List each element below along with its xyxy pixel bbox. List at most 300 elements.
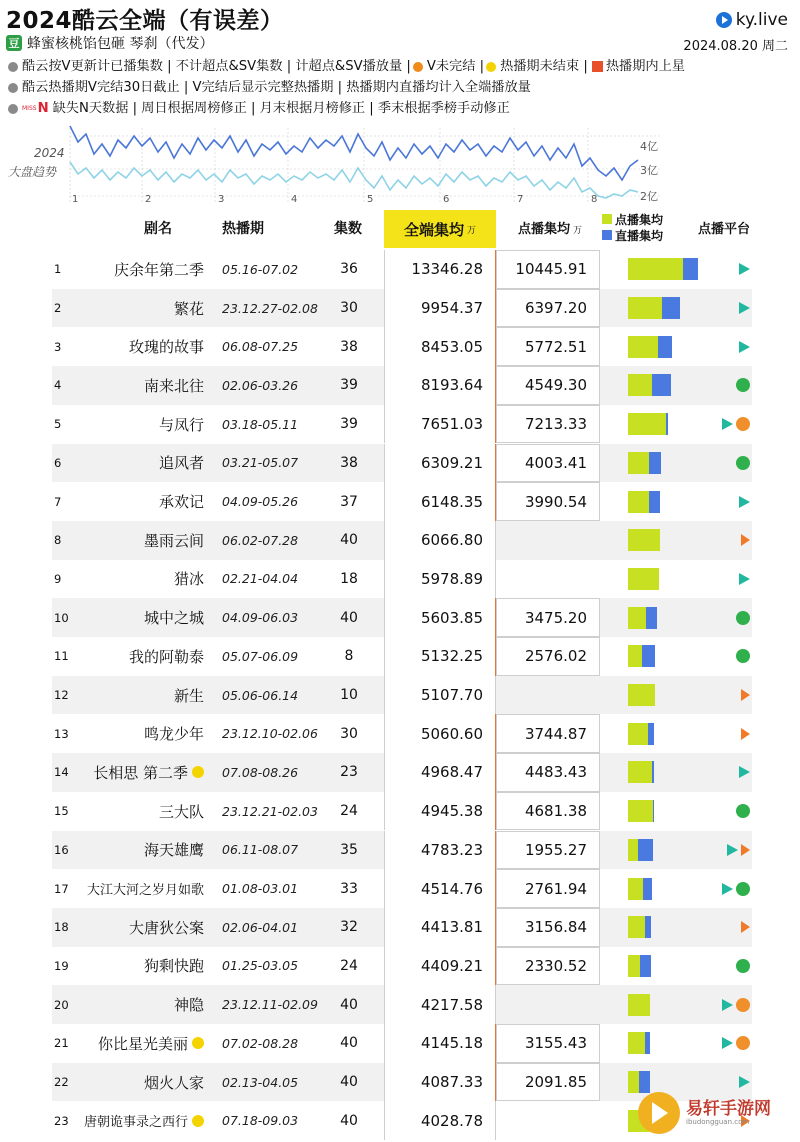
trend-line-vod bbox=[70, 162, 638, 198]
y-tick-label: 2亿 bbox=[640, 190, 658, 203]
airing-period: 01.25-03.05 bbox=[222, 958, 299, 974]
table-row bbox=[52, 831, 752, 870]
month-label: 4 bbox=[291, 194, 298, 205]
platform-icons bbox=[739, 753, 750, 792]
table-row bbox=[52, 482, 752, 521]
share-bar bbox=[628, 792, 654, 831]
live-bar bbox=[652, 761, 655, 783]
iqiyi-icon bbox=[736, 882, 750, 896]
trend-y-labels bbox=[640, 140, 658, 203]
rank: 11 bbox=[54, 649, 69, 664]
vod-bar bbox=[628, 994, 650, 1016]
table-row bbox=[52, 1024, 752, 1063]
note-item: 不计超点&SV集数 bbox=[175, 59, 283, 74]
live-bar bbox=[638, 839, 653, 861]
episode-count: 24 bbox=[340, 803, 358, 820]
total-average: 6148.35 bbox=[384, 482, 496, 521]
episode-count: 33 bbox=[340, 880, 358, 897]
col-header-total: 全端集均 万 bbox=[384, 210, 496, 248]
drama-name: 庆余年第二季 bbox=[113, 260, 204, 279]
table-row bbox=[52, 405, 752, 444]
share-bar bbox=[628, 250, 698, 289]
month-label: 7 bbox=[517, 194, 524, 205]
platform-icons bbox=[736, 366, 750, 405]
vod-average bbox=[496, 676, 600, 715]
live-bar bbox=[662, 297, 681, 319]
drama-name: 海天雄鹰 bbox=[143, 841, 204, 860]
live-bar bbox=[645, 1032, 650, 1054]
rank: 7 bbox=[54, 494, 62, 509]
youku-icon bbox=[741, 689, 750, 701]
table-row bbox=[52, 753, 752, 792]
trend-month-labels bbox=[72, 194, 597, 205]
airing-period: 23.12.27-02.08 bbox=[222, 300, 318, 316]
share-bar bbox=[628, 405, 668, 444]
iqiyi-icon bbox=[736, 456, 750, 470]
total-average: 4145.18 bbox=[384, 1024, 496, 1063]
tencent-video-icon bbox=[739, 341, 750, 353]
tencent-video-icon bbox=[739, 302, 750, 314]
drama-name: 繁花 bbox=[173, 299, 204, 318]
airing-icon bbox=[192, 1115, 204, 1127]
platform-icons bbox=[741, 521, 750, 560]
tencent-video-icon bbox=[722, 418, 733, 430]
trend-label: 大盘趋势 bbox=[8, 165, 57, 179]
table-row bbox=[52, 560, 752, 599]
airing-period: 07.08-08.26 bbox=[222, 764, 299, 780]
live-bar bbox=[642, 645, 655, 667]
vod-average: 2576.02 bbox=[496, 637, 600, 676]
vod-average: 2330.52 bbox=[496, 947, 600, 986]
total-average: 5603.85 bbox=[384, 598, 496, 637]
airing-period: 23.12.21-02.03 bbox=[222, 803, 318, 819]
total-average: 4087.33 bbox=[384, 1063, 496, 1102]
subtitle bbox=[6, 33, 213, 53]
share-bar bbox=[628, 1024, 650, 1063]
drama-name: 大唐狄公案 bbox=[128, 918, 204, 937]
vod-average bbox=[496, 560, 600, 599]
drama-name: 新生 bbox=[173, 686, 204, 705]
share-bar bbox=[628, 947, 651, 986]
note-item: V完结后显示完整热播期 bbox=[192, 80, 334, 95]
episode-count: 39 bbox=[340, 416, 358, 433]
rank: 6 bbox=[54, 455, 62, 470]
vod-bar bbox=[628, 916, 645, 938]
month-label: 8 bbox=[591, 194, 598, 205]
note-line-2: 酷云热播期V完结30日截止 | V完结后显示完整热播期 | 热播期内直播均计入全端播放量 bbox=[6, 77, 796, 98]
airing-period: 05.06-06.14 bbox=[222, 687, 299, 703]
rank: 5 bbox=[54, 417, 62, 432]
author-credit: 蜂蜜核桃馅包砸 琴刹（代发） bbox=[27, 36, 214, 52]
airing-period: 05.16-07.02 bbox=[222, 261, 299, 277]
live-bar bbox=[653, 800, 654, 822]
note-line-1: 酷云按V更新计已播集数 | 不计超点&SV集数 | 计超点&SV播放量 | V未完结 | 热播期未结束 | 热播期内上星 bbox=[6, 56, 796, 77]
share-bar bbox=[628, 908, 651, 947]
live-bar bbox=[640, 955, 651, 977]
drama-name: 与凤行 bbox=[158, 415, 204, 434]
iqiyi-icon bbox=[736, 959, 750, 973]
platform-icons bbox=[736, 792, 750, 831]
vod-bar bbox=[628, 258, 683, 280]
share-bar bbox=[628, 444, 661, 483]
share-bar bbox=[628, 676, 655, 715]
youku-icon bbox=[741, 534, 750, 546]
episode-count: 40 bbox=[340, 1112, 358, 1129]
v-unfinished-icon bbox=[413, 62, 423, 72]
live-bar bbox=[646, 607, 657, 629]
total-average: 7651.03 bbox=[384, 405, 496, 444]
total-average: 5978.89 bbox=[384, 560, 496, 599]
live-bar bbox=[649, 491, 660, 513]
airing-icon bbox=[192, 766, 204, 778]
airing-period: 07.18-09.03 bbox=[222, 1113, 299, 1129]
header bbox=[0, 0, 800, 54]
vod-average: 3156.84 bbox=[496, 908, 600, 947]
vod-bar bbox=[628, 955, 640, 977]
episode-count: 8 bbox=[344, 648, 354, 665]
tencent-video-icon bbox=[722, 1037, 733, 1049]
vod-average: 10445.91 bbox=[496, 250, 600, 289]
note-item: 缺失N天数据 bbox=[52, 101, 129, 116]
douban-icon: 豆 bbox=[6, 35, 22, 51]
note-item: 酷云按V更新计已播集数 bbox=[22, 59, 163, 74]
airing-period: 01.08-03.01 bbox=[222, 881, 299, 897]
note-item: V未完结 bbox=[426, 59, 476, 74]
y-tick-label: 4亿 bbox=[640, 140, 658, 153]
drama-name: 神隐 bbox=[173, 996, 204, 1015]
drama-name: 大江大河之岁月如歌 bbox=[86, 883, 204, 899]
notes bbox=[6, 56, 796, 119]
youku-icon bbox=[741, 921, 750, 933]
total-average: 4945.38 bbox=[384, 792, 496, 831]
episode-count: 38 bbox=[340, 454, 358, 471]
share-bar bbox=[628, 714, 654, 753]
platform-icons bbox=[722, 405, 750, 444]
drama-name: 城中之城 bbox=[143, 609, 204, 628]
share-bar bbox=[628, 521, 660, 560]
live-bar bbox=[645, 916, 652, 938]
vod-average bbox=[496, 1101, 600, 1140]
total-average: 13346.28 bbox=[384, 250, 496, 289]
y-tick-label: 3亿 bbox=[640, 164, 658, 177]
market-trend-chart bbox=[0, 118, 800, 206]
vod-bar bbox=[628, 336, 658, 358]
mango-tv-icon bbox=[736, 1036, 750, 1050]
vod-average: 3475.20 bbox=[496, 598, 600, 637]
episode-count: 38 bbox=[340, 338, 358, 355]
vod-bar bbox=[628, 723, 648, 745]
table-row bbox=[52, 869, 752, 908]
drama-name: 烟火人家 bbox=[143, 1073, 204, 1092]
table-row bbox=[52, 289, 752, 328]
tencent-video-icon bbox=[739, 573, 750, 585]
trend-year: 2024 bbox=[34, 146, 65, 160]
bullet-icon bbox=[8, 83, 18, 93]
episode-count: 30 bbox=[340, 725, 358, 742]
month-label: 1 bbox=[72, 194, 79, 205]
note-item: 热播期未结束 bbox=[500, 59, 580, 74]
airing-period: 04.09-06.03 bbox=[222, 610, 299, 626]
total-average: 6066.80 bbox=[384, 521, 496, 560]
share-bar bbox=[628, 831, 653, 870]
airing-period: 06.11-08.07 bbox=[222, 842, 299, 858]
drama-name: 玫瑰的故事 bbox=[128, 338, 204, 357]
vod-bar bbox=[628, 800, 653, 822]
vod-bar bbox=[628, 607, 646, 629]
vod-average: 3155.43 bbox=[496, 1024, 600, 1063]
drama-name: 南来北往 bbox=[143, 376, 204, 395]
platform-icons bbox=[739, 250, 750, 289]
vod-bar bbox=[628, 568, 659, 590]
total-average: 8193.64 bbox=[384, 366, 496, 405]
note-item: 计超点&SV播放量 bbox=[295, 59, 403, 74]
note-item: 热播期内上星 bbox=[605, 59, 685, 74]
episode-count: 35 bbox=[340, 841, 358, 858]
rank: 14 bbox=[54, 765, 69, 780]
rank: 12 bbox=[54, 688, 69, 703]
platform-icons bbox=[741, 908, 750, 947]
share-bar bbox=[628, 482, 660, 521]
share-bar bbox=[628, 637, 655, 676]
rank: 13 bbox=[54, 726, 69, 741]
iqiyi-icon bbox=[736, 378, 750, 392]
vod-average: 5772.51 bbox=[496, 327, 600, 366]
episode-count: 39 bbox=[340, 377, 358, 394]
rank: 1 bbox=[54, 262, 62, 277]
airing-period: 23.12.10-02.06 bbox=[222, 726, 318, 742]
total-average: 4413.81 bbox=[384, 908, 496, 947]
platform-icons bbox=[722, 985, 750, 1024]
live-bar bbox=[643, 878, 652, 900]
vod-bar bbox=[628, 1032, 645, 1054]
episode-count: 23 bbox=[340, 764, 358, 781]
col-header-platform: 点播平台 bbox=[698, 222, 751, 237]
drama-name: 唐朝诡事录之西行 bbox=[84, 1101, 204, 1140]
total-average: 6309.21 bbox=[384, 444, 496, 483]
rank: 4 bbox=[54, 378, 62, 393]
col-header-name: 剧名 bbox=[144, 221, 172, 237]
table-row bbox=[52, 792, 752, 831]
note-item: 月末根据月榜修正 bbox=[259, 101, 366, 116]
platform-icons bbox=[736, 947, 750, 986]
airing-period: 02.13-04.05 bbox=[222, 1074, 299, 1090]
vod-average: 7213.33 bbox=[496, 405, 600, 444]
vod-average: 2091.85 bbox=[496, 1063, 600, 1102]
table-row bbox=[52, 521, 752, 560]
play-logo-icon bbox=[716, 12, 732, 28]
airing-icon bbox=[486, 62, 496, 72]
total-average: 5107.70 bbox=[384, 676, 496, 715]
vod-average: 4681.38 bbox=[496, 792, 600, 831]
iqiyi-icon bbox=[736, 649, 750, 663]
drama-name: 三大队 bbox=[158, 802, 204, 821]
platform-icons bbox=[739, 482, 750, 521]
watermark-text: 易轩手游网 bbox=[686, 1098, 771, 1119]
airing-period: 05.07-06.09 bbox=[222, 648, 299, 664]
table-row bbox=[52, 250, 752, 289]
airing-period: 02.21-04.04 bbox=[222, 571, 299, 587]
rank: 10 bbox=[54, 610, 69, 625]
total-average: 5132.25 bbox=[384, 637, 496, 676]
note-item: 酷云热播期V完结30日截止 bbox=[22, 80, 180, 95]
live-bar bbox=[652, 374, 671, 396]
episode-count: 37 bbox=[340, 493, 358, 510]
vod-average: 3744.87 bbox=[496, 714, 600, 753]
total-average: 4968.47 bbox=[384, 753, 496, 792]
vod-bar bbox=[628, 491, 649, 513]
trend-grid bbox=[70, 128, 660, 202]
airing-period: 06.08-07.25 bbox=[222, 339, 299, 355]
vod-bar bbox=[628, 839, 638, 861]
share-bar bbox=[628, 560, 659, 599]
col-header-episodes: 集数 bbox=[334, 221, 362, 237]
live-bar bbox=[658, 336, 672, 358]
vod-bar bbox=[628, 297, 662, 319]
youku-icon bbox=[741, 728, 750, 740]
table-row bbox=[52, 637, 752, 676]
drama-name: 墨雨云间 bbox=[143, 531, 204, 550]
vod-average bbox=[496, 521, 600, 560]
watermark-url: ibudongguan.com bbox=[686, 1118, 750, 1127]
rank: 23 bbox=[54, 1113, 69, 1128]
rank: 2 bbox=[54, 301, 62, 316]
drama-name: 你比星光美丽 bbox=[98, 1024, 204, 1063]
total-average: 5060.60 bbox=[384, 714, 496, 753]
vod-average: 4549.30 bbox=[496, 366, 600, 405]
platform-icons bbox=[739, 289, 750, 328]
platform-icons bbox=[736, 637, 750, 676]
episode-count: 10 bbox=[340, 687, 358, 704]
table-row bbox=[52, 366, 752, 405]
total-average: 4028.78 bbox=[384, 1101, 496, 1140]
note-item: 热播期内直播均计入全端播放量 bbox=[346, 80, 531, 95]
rank: 17 bbox=[54, 881, 69, 896]
platform-icons bbox=[739, 560, 750, 599]
vod-bar bbox=[628, 374, 652, 396]
episode-count: 30 bbox=[340, 300, 358, 317]
drama-name: 承欢记 bbox=[158, 493, 204, 512]
platform-icons bbox=[741, 676, 750, 715]
episode-count: 40 bbox=[340, 532, 358, 549]
rank: 22 bbox=[54, 1075, 69, 1090]
col-header-vod: 点播集均 万 bbox=[518, 222, 583, 237]
vod-bar bbox=[628, 452, 649, 474]
page-title: 2024酷云全端（有误差） bbox=[6, 8, 284, 34]
col-header-period: 热播期 bbox=[222, 221, 264, 237]
satellite-icon bbox=[592, 61, 603, 72]
live-bar bbox=[666, 413, 668, 435]
share-bar bbox=[628, 598, 657, 637]
table-header bbox=[52, 206, 752, 250]
airing-period: 02.06-03.26 bbox=[222, 377, 299, 393]
table-row bbox=[52, 908, 752, 947]
drama-name: 追风者 bbox=[158, 454, 204, 473]
bullet-icon bbox=[8, 62, 18, 72]
table-row bbox=[52, 327, 752, 366]
total-average: 4409.21 bbox=[384, 947, 496, 986]
mango-tv-icon bbox=[736, 417, 750, 431]
table-row bbox=[52, 444, 752, 483]
live-bar bbox=[649, 452, 661, 474]
total-average: 9954.37 bbox=[384, 289, 496, 328]
bar-legend: 点播集均 直播集均 bbox=[602, 211, 663, 243]
vod-average: 6397.20 bbox=[496, 289, 600, 328]
watermark-logo-icon bbox=[638, 1092, 680, 1134]
drama-name: 猎冰 bbox=[173, 570, 204, 589]
source-link[interactable] bbox=[716, 10, 788, 30]
youku-icon bbox=[741, 844, 750, 856]
drama-name: 我的阿勒泰 bbox=[128, 647, 204, 666]
note-item: 季末根据季榜手动修正 bbox=[377, 101, 510, 116]
vod-average: 2761.94 bbox=[496, 869, 600, 908]
tencent-video-icon bbox=[727, 844, 738, 856]
airing-period: 23.12.11-02.09 bbox=[222, 997, 318, 1013]
month-label: 2 bbox=[145, 194, 152, 205]
episode-count: 32 bbox=[340, 919, 358, 936]
share-bar bbox=[628, 753, 654, 792]
live-bar bbox=[648, 723, 655, 745]
episode-count: 24 bbox=[340, 957, 358, 974]
rank: 19 bbox=[54, 958, 69, 973]
date-label: 2024.08.20 周二 bbox=[683, 39, 788, 54]
tencent-video-icon bbox=[722, 883, 733, 895]
total-average: 4217.58 bbox=[384, 985, 496, 1024]
note-line-3: MISS N 缺失N天数据 | 周日根据周榜修正 | 月末根据月榜修正 | 季末根据季榜手动修正 bbox=[6, 98, 796, 119]
airing-period: 04.09-05.26 bbox=[222, 494, 299, 510]
live-swatch bbox=[602, 230, 612, 240]
vod-bar bbox=[628, 761, 652, 783]
bullet-icon bbox=[8, 104, 18, 114]
trend-line-total bbox=[70, 126, 638, 180]
vod-bar bbox=[628, 413, 666, 435]
vod-average bbox=[496, 985, 600, 1024]
episode-count: 40 bbox=[340, 996, 358, 1013]
iqiyi-icon bbox=[736, 804, 750, 818]
vod-bar bbox=[628, 529, 660, 551]
table-row bbox=[52, 714, 752, 753]
table-row bbox=[52, 676, 752, 715]
share-bar bbox=[628, 869, 652, 908]
table-row bbox=[52, 598, 752, 637]
live-bar bbox=[683, 258, 698, 280]
month-label: 3 bbox=[218, 194, 225, 205]
platform-icons bbox=[727, 831, 750, 870]
drama-name: 鸣龙少年 bbox=[143, 725, 204, 744]
platform-icons bbox=[722, 869, 750, 908]
miss-tag: MISS bbox=[22, 105, 37, 112]
episode-count: 18 bbox=[340, 570, 358, 587]
rank: 9 bbox=[54, 571, 62, 586]
total-average: 4514.76 bbox=[384, 869, 496, 908]
total-average: 4783.23 bbox=[384, 831, 496, 870]
source-label: ky.live bbox=[735, 10, 788, 30]
table-row bbox=[52, 985, 752, 1024]
watermark bbox=[638, 1084, 798, 1142]
airing-period: 02.06-04.01 bbox=[222, 919, 299, 935]
tencent-video-icon bbox=[739, 496, 750, 508]
vod-swatch bbox=[602, 214, 612, 224]
rank: 3 bbox=[54, 339, 62, 354]
note-item: 周日根据周榜修正 bbox=[141, 101, 247, 116]
share-bar bbox=[628, 985, 650, 1024]
rank: 18 bbox=[54, 920, 69, 935]
platform-icons bbox=[736, 598, 750, 637]
total-average: 8453.05 bbox=[384, 327, 496, 366]
platform-icons bbox=[739, 327, 750, 366]
drama-name: 长相思 第二季 bbox=[93, 753, 204, 792]
iqiyi-icon bbox=[736, 611, 750, 625]
vod-bar bbox=[628, 878, 643, 900]
